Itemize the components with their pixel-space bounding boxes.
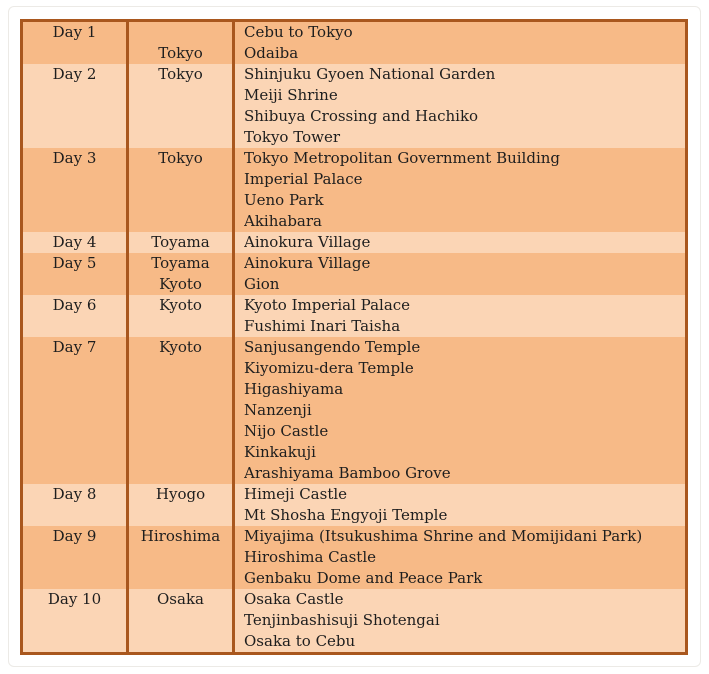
city-label: Osaka	[157, 590, 204, 608]
table-row-day-10	[23, 589, 685, 652]
activity-item: Ueno Park	[244, 191, 324, 209]
day-label: Day 7	[52, 338, 97, 356]
table-row-day-2	[23, 64, 685, 148]
activities-cell	[235, 295, 685, 337]
city-spacer-line	[129, 421, 232, 442]
city-spacer-line	[129, 442, 232, 463]
activities-cell	[235, 64, 685, 148]
activity-item: Fushimi Inari Taisha	[244, 317, 401, 335]
city-label: Toyama	[151, 254, 210, 272]
city-spacer-line	[129, 379, 232, 400]
day-label: Day 4	[52, 233, 97, 251]
city-spacer-line	[129, 316, 232, 337]
city-cell	[129, 232, 235, 253]
city-spacer-line	[129, 547, 232, 568]
day-spacer-line	[23, 106, 126, 127]
city-cell	[129, 148, 235, 232]
day-spacer-line	[23, 505, 126, 526]
day-cell	[23, 232, 129, 253]
day-cell	[23, 589, 129, 652]
activity-item: Tokyo Tower	[244, 128, 340, 146]
activity-item: Kinkakuji	[244, 443, 316, 461]
city-cell	[129, 526, 235, 589]
activities-cell	[235, 589, 685, 652]
city-label: Hiroshima	[140, 527, 221, 545]
city-cell	[129, 484, 235, 526]
activities-cell	[235, 484, 685, 526]
city-label: Hyogo	[155, 485, 206, 503]
city-spacer-line	[129, 610, 232, 631]
city-label: Tokyo	[158, 44, 203, 62]
activity-item: Osaka to Cebu	[244, 632, 356, 650]
city-label: Kyoto	[159, 275, 202, 293]
day-spacer-line	[23, 358, 126, 379]
activity-item: Tokyo Metropolitan Government Building	[244, 149, 561, 167]
day-spacer-line	[23, 169, 126, 190]
day-spacer-line	[23, 610, 126, 631]
activity-item: Himeji Castle	[244, 485, 348, 503]
table-row-day-4	[23, 232, 685, 253]
day-spacer-line	[23, 421, 126, 442]
activity-item: Mt Shosha Engyoji Temple	[244, 506, 448, 524]
day-spacer-line	[23, 85, 126, 106]
city-spacer-line	[129, 22, 232, 43]
city-spacer-line	[129, 211, 232, 232]
city-cell	[129, 295, 235, 337]
city-spacer-line	[129, 106, 232, 127]
day-cell	[23, 22, 129, 64]
day-spacer-line	[23, 190, 126, 211]
table-row-day-3	[23, 148, 685, 232]
activity-item: Shibuya Crossing and Hachiko	[244, 107, 479, 125]
activity-item: Ainokura Village	[244, 254, 371, 272]
activities-cell	[235, 148, 685, 232]
day-label: Day 5	[52, 254, 97, 272]
activity-item: Miyajima (Itsukushima Shrine and Momijidani Park)	[244, 527, 643, 545]
city-cell	[129, 589, 235, 652]
day-spacer-line	[23, 463, 126, 484]
city-spacer-line	[129, 358, 232, 379]
activity-item: Sanjusangendo Temple	[244, 338, 421, 356]
day-label: Day 2	[52, 65, 97, 83]
activity-item: Osaka Castle	[244, 590, 344, 608]
activity-item: Higashiyama	[244, 380, 344, 398]
city-cell	[129, 337, 235, 484]
table-row-day-6	[23, 295, 685, 337]
day-spacer-line	[23, 568, 126, 589]
activity-item: Odaiba	[244, 44, 299, 62]
day-cell	[23, 295, 129, 337]
day-label: Day 6	[52, 296, 97, 314]
day-spacer-line	[23, 400, 126, 421]
activity-item: Kiyomizu-dera Temple	[244, 359, 414, 377]
day-spacer-line	[23, 442, 126, 463]
city-label: Tokyo	[158, 65, 203, 83]
city-cell	[129, 22, 235, 64]
activity-item: Nijo Castle	[244, 422, 329, 440]
day-spacer-line	[23, 379, 126, 400]
city-spacer-line	[129, 169, 232, 190]
activities-cell	[235, 232, 685, 253]
day-cell	[23, 253, 129, 295]
activities-cell	[235, 337, 685, 484]
day-spacer-line	[23, 211, 126, 232]
day-cell	[23, 484, 129, 526]
table-row-day-5	[23, 253, 685, 295]
city-spacer-line	[129, 400, 232, 421]
activity-item: Hiroshima Castle	[244, 548, 376, 566]
day-label: Day 10	[47, 590, 102, 608]
activities-cell	[235, 526, 685, 589]
city-spacer-line	[129, 463, 232, 484]
day-cell	[23, 337, 129, 484]
activity-item: Akihabara	[244, 212, 322, 230]
activity-item: Cebu to Tokyo	[244, 23, 353, 41]
day-spacer-line	[23, 631, 126, 652]
day-label: Day 3	[52, 149, 97, 167]
city-spacer-line	[129, 127, 232, 148]
table-row-day-9	[23, 526, 685, 589]
activity-item: Ainokura Village	[244, 233, 371, 251]
day-spacer-line	[23, 316, 126, 337]
table-row-day-7	[23, 337, 685, 484]
day-cell	[23, 64, 129, 148]
activities-cell	[235, 22, 685, 64]
activities-cell	[235, 253, 685, 295]
city-cell	[129, 253, 235, 295]
day-spacer-line	[23, 547, 126, 568]
city-cell	[129, 64, 235, 148]
city-label: Kyoto	[159, 296, 202, 314]
city-spacer-line	[129, 568, 232, 589]
day-spacer-line	[23, 274, 126, 295]
activity-item: Meiji Shrine	[244, 86, 338, 104]
activity-item: Arashiyama Bamboo Grove	[244, 464, 451, 482]
day-spacer-line	[23, 127, 126, 148]
activity-item: Kyoto Imperial Palace	[244, 296, 411, 314]
activity-item: Gion	[244, 275, 280, 293]
table-row-day-8	[23, 484, 685, 526]
day-label: Day 9	[52, 527, 97, 545]
day-spacer-line	[23, 43, 126, 64]
day-cell	[23, 148, 129, 232]
city-spacer-line	[129, 505, 232, 526]
city-spacer-line	[129, 85, 232, 106]
city-label: Toyama	[151, 233, 210, 251]
itinerary-table	[20, 19, 688, 655]
activity-item: Nanzenji	[244, 401, 312, 419]
activity-item: Tenjinbashisuji Shotengai	[244, 611, 440, 629]
city-label: Tokyo	[158, 149, 203, 167]
city-spacer-line	[129, 631, 232, 652]
city-label: Kyoto	[159, 338, 202, 356]
day-label: Day 8	[52, 485, 97, 503]
city-spacer-line	[129, 190, 232, 211]
table-row-day-1	[23, 22, 685, 64]
activity-item: Genbaku Dome and Peace Park	[244, 569, 483, 587]
activity-item: Imperial Palace	[244, 170, 363, 188]
activity-item: Shinjuku Gyoen National Garden	[244, 65, 496, 83]
day-label: Day 1	[52, 23, 97, 41]
day-cell	[23, 526, 129, 589]
